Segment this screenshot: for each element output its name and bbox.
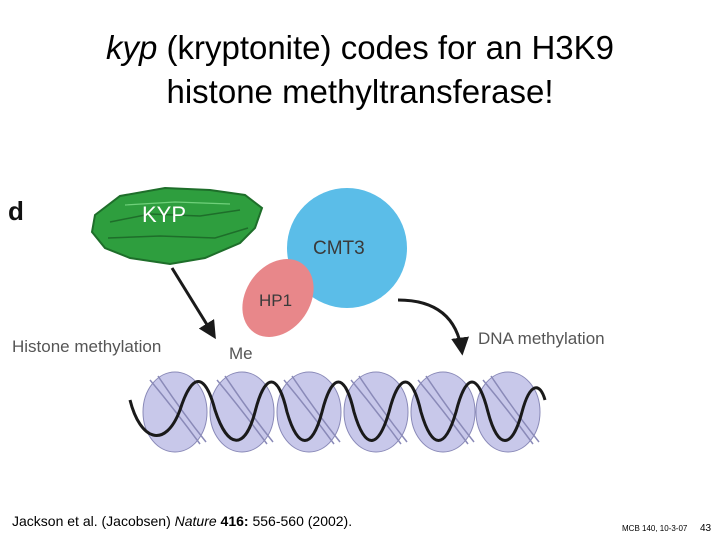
title-line-2: histone methyltransferase! [166, 73, 554, 110]
me-label: Me [229, 344, 253, 363]
slide-title [0, 26, 720, 114]
citation-journal: Nature [174, 513, 217, 529]
page-number: 43 [700, 523, 712, 534]
cmt3-to-dna-arrow [398, 300, 462, 352]
cmt3-label: CMT3 [313, 238, 365, 259]
title-line-1-rest: (kryptonite) codes for an H3K9 [157, 29, 615, 66]
course-footer: MCB 140, 10-3-07 [622, 524, 688, 533]
citation-authors: Jackson et al. (Jacobsen) [12, 513, 175, 529]
dna-methylation-label: DNA methylation [478, 329, 605, 348]
title-gene-name: kyp [105, 29, 158, 66]
citation-pages: 556-560 (2002). [248, 513, 353, 529]
kyp-label: KYP [142, 202, 187, 227]
kyp-protein [92, 188, 262, 264]
citation [12, 513, 352, 529]
citation-volume: 416: [216, 513, 249, 529]
kyp-to-me-arrow [172, 268, 214, 336]
kyp-pathway-diagram [0, 160, 720, 460]
histone-methylation-label: Histone methylation [12, 337, 162, 356]
title-line-1 [0, 26, 720, 70]
panel-letter: d [8, 196, 24, 226]
nucleosome [143, 372, 207, 452]
hp1-label: HP1 [259, 291, 293, 310]
